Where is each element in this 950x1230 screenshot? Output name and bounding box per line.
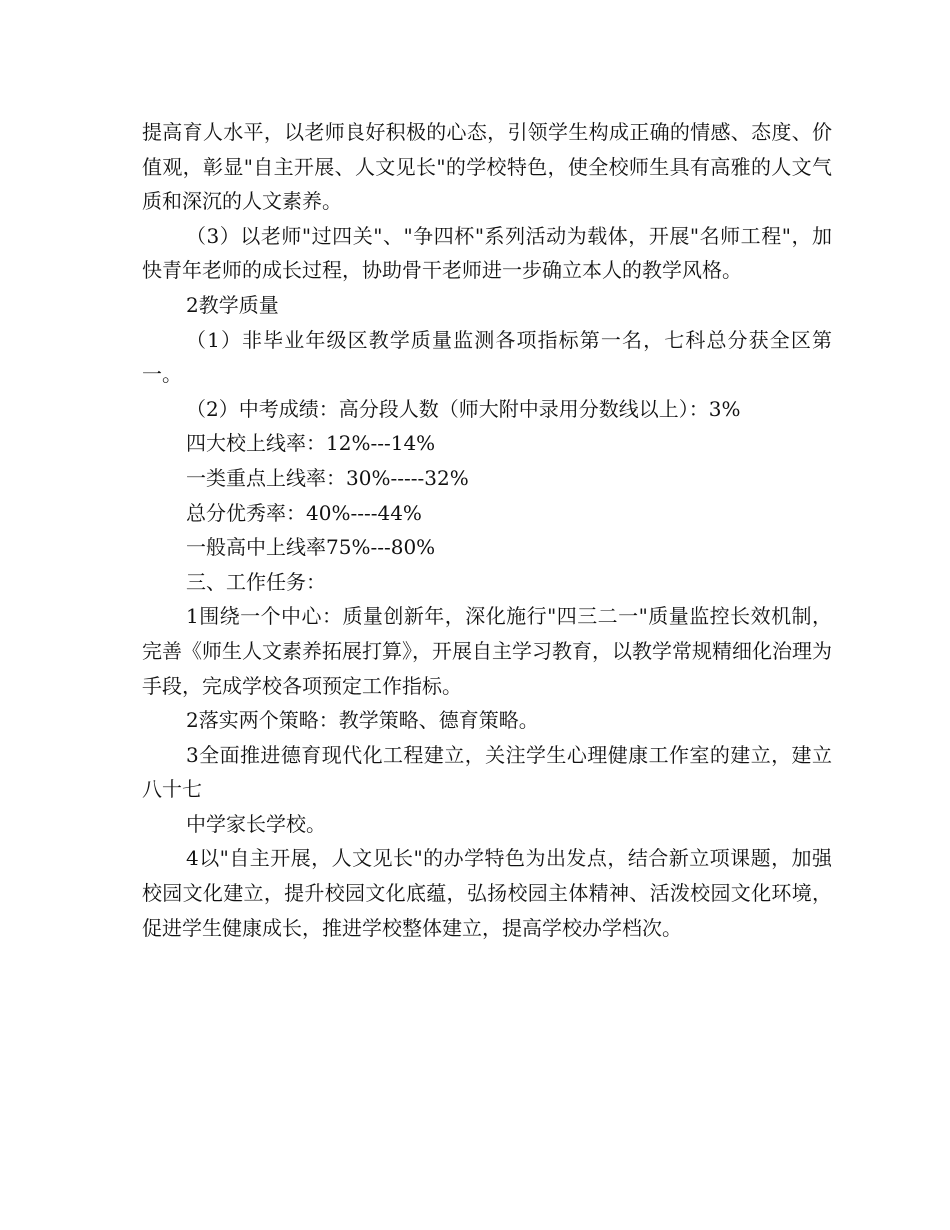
paragraph: 中学家长学校。 [186,811,326,836]
paragraph: 一类重点上线率：30%-----32% [186,465,469,490]
paragraph: 4以"自主开展，人文见长"的办学特色为出发点，结合新立项课题，加强校园文化建立，提升校园文化底蕴，弘扬校园主体精神、活泼校园文化环境，促进学生健康成长，推进学校整体建立，提高学校办学档次。 [142,846,832,940]
paragraph: 提高育人水平，以老师良好积极的心态，引领学生构成正确的情感、态度、价值观，彰显"自主开展、人文见长"的学校特色，使全校师生具有高雅的人文气质和深沉的人文素养。 [142,120,832,214]
paragraph: 一般高中上线率75%---80% [186,535,436,560]
paragraph: 总分优秀率：40%----44% [186,500,422,525]
document-body [142,115,832,945]
section-heading: 三、工作任务： [186,569,326,594]
paragraph: 四大校上线率：12%---14% [186,431,436,456]
paragraph: 2落实两个策略：教学策略、德育策略。 [186,708,539,733]
paragraph: （3）以老师"过四关"、"争四杯"系列活动为载体，开展"名师工程"，加快青年老师的成长过程，协助骨干老师进一步确立本人的教学风格。 [142,223,832,283]
paragraph: 3全面推进德育现代化工程建立，关注学生心理健康工作室的建立，建立八十七 [142,742,832,802]
paragraph: （2）中考成绩：高分段人数（师大附中录用分数线以上）：3% [186,396,741,421]
paragraph: （1）非毕业年级区教学质量监测各项指标第一名，七科总分获全区第一。 [142,327,832,387]
paragraph: 1围绕一个中心：质量创新年，深化施行"四三二一"质量监控长效机制，完善《师生人文素养拓展打算》，开展自主学习教育，以教学常规精细化治理为手段，完成学校各项预定工作指标。 [142,604,832,698]
section-heading: 2教学质量 [186,292,279,317]
